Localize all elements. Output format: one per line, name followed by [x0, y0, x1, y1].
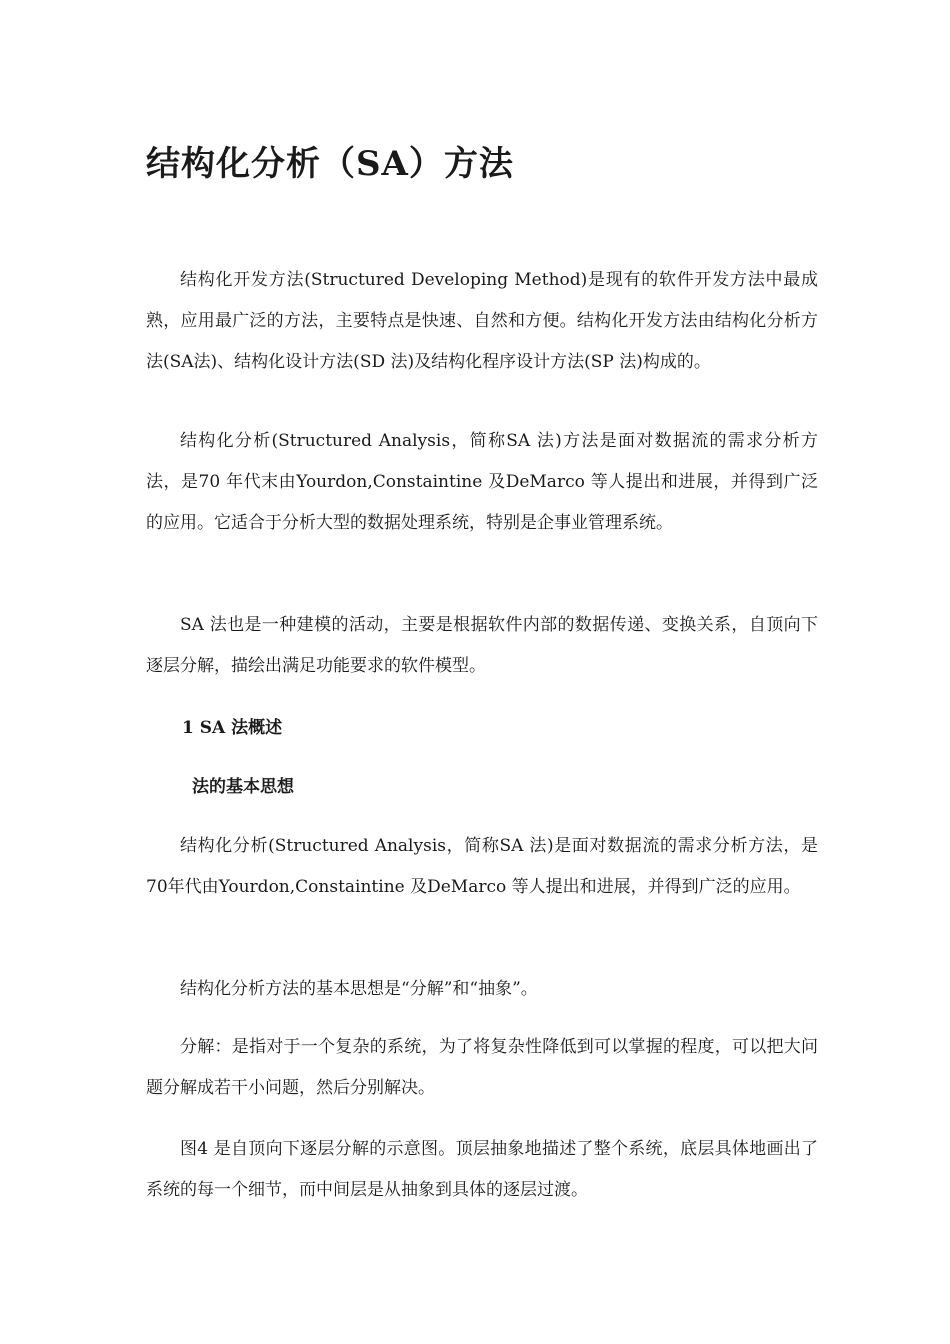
paragraph-sa-modeling: SA 法也是一种建模的活动，主要是根据软件内部的数据传递、变换关系，自顶向下逐层分解，描绘出满足功能要求的软件模型。: [146, 615, 818, 676]
paragraph-decomposition: 分解：是指对于一个复杂的系统，为了将复杂性降低到可以掌握的程度，可以把大问题分解成若干小问题，然后分别解决。: [146, 1037, 818, 1098]
section-heading-sa-overview: 1 SA 法概述: [182, 718, 283, 738]
paragraph-figure-4-description: 图4 是自顶向下逐层分解的示意图。顶层抽象地描述了整个系统，底层具体地画出了系统的每一个细节，而中间层是从抽象到具体的逐层过渡。: [146, 1139, 818, 1200]
paragraph-structured-developing-method: 结构化开发方法(Structured Developing Method)是现有的软件开发方法中最成熟，应用最广泛的方法，主要特点是快速、自然和方便。结构化开发方法由结构化分析方法(SA法)、结构化设计方法(SD 法)及结构化程序设计方法(SP 法)构成的。: [146, 270, 818, 372]
subsection-heading-basic-idea: 法的基本思想: [192, 777, 294, 797]
document-title: 结构化分析（SA）方法: [146, 144, 514, 184]
paragraph-basic-idea: 结构化分析方法的基本思想是“分解”和“抽象”。: [180, 979, 538, 999]
paragraph-structured-analysis-definition: 结构化分析(Structured Analysis，简称SA 法)是面对数据流的需求分析方法，是70年代由Yourdon,Constaintine 及DeMarco 等人提出和进展，并得到广泛的应用。: [146, 836, 818, 897]
paragraph-structured-analysis-intro: 结构化分析(Structured Analysis，简称SA 法)方法是面对数据流的需求分析方法，是70 年代末由Yourdon,Constaintine 及DeMarco 等人提出和进展，并得到广泛的应用。它适合于分析大型的数据处理系统，特别是企事业管理系统。: [146, 431, 818, 533]
